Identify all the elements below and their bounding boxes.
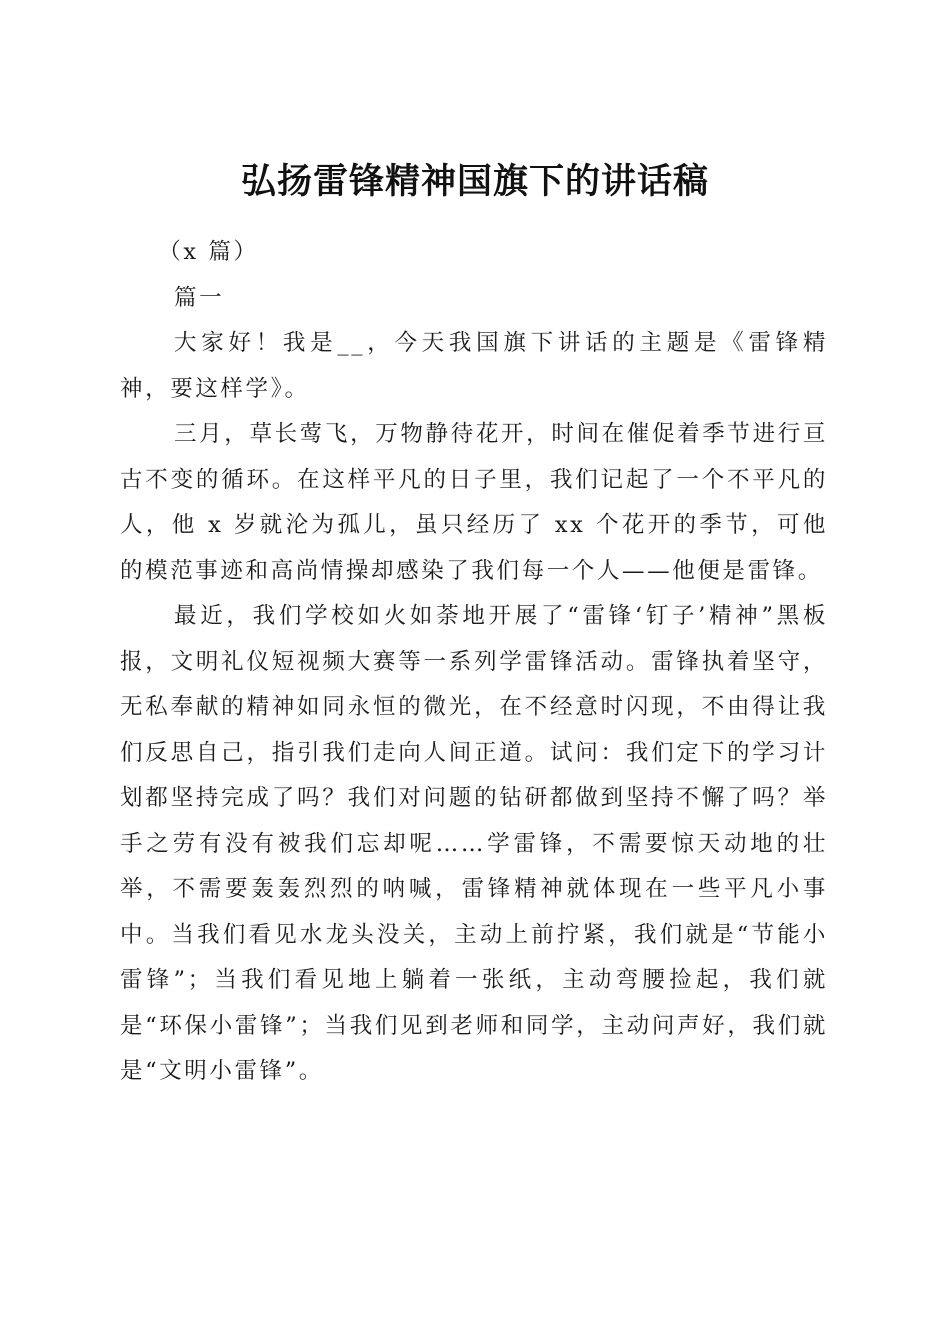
document-body <box>120 230 828 1095</box>
section-label: 篇一 <box>174 284 225 311</box>
paragraph-greeting: 大家好！我是__，今天我国旗下讲话的主题是《雷锋精神，要这样学》。 <box>120 330 828 402</box>
paragraph-march: 三月，草长莺飞，万物静待花开，时间在催促着季节进行亘古不变的循环。在这样平凡的日子里，我们记起了一个不平凡的人，他 x 岁就沦为孤儿，虽只经历了 xx 个花开的季节，可他的模范事迹和高尚情操却感染了我们每一个人——他便是雷锋。 <box>120 421 828 584</box>
paragraph-activities: 最近，我们学校如火如荼地开展了“雷锋‘钉子’精神”黑板报，文明礼仪短视频大赛等一系列学雷锋活动。雷锋执着坚守，无私奉献的精神如同永恒的微光，在不经意时闪现，不由得让我们反思自己，指引我们走向人间正道。试问：我们定下的学习计划都坚持完成了吗？我们对问题的钻研都做到坚持不懈了吗？举手之劳有没有被我们忘却呢……学雷锋，不需要惊天动地的壮举，不需要轰轰烈烈的呐喊，雷锋精神就体现在一些平凡小事中。当我们看见水龙头没关，主动上前拧紧，我们就是“节能小雷锋”；当我们看见地上躺着一张纸，主动弯腰捡起，我们就是“环保小雷锋”；当我们见到老师和同学，主动问声好，我们就是“文明小雷锋”。 <box>120 603 828 1084</box>
count-note: （x 篇） <box>158 239 259 265</box>
document-title: 弘扬雷锋精神国旗下的讲话稿 <box>240 161 709 203</box>
